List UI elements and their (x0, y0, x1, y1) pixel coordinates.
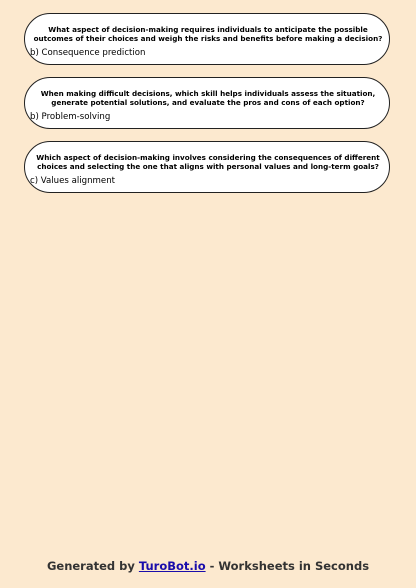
footer-prefix: Generated by (46, 559, 139, 573)
question-card (24, 141, 390, 193)
question-card (24, 77, 390, 129)
question-text (33, 153, 383, 171)
question-card (24, 13, 390, 65)
question-line: What aspect of decision-making requires individuals to anticipate the possible (48, 25, 368, 34)
turobot-link[interactable]: TuroBot.io (138, 559, 206, 573)
question-line: outcomes of their choices and weigh the risks and benefits before making a decision? (33, 34, 383, 43)
answer-text: b) Problem-solving (30, 112, 111, 122)
question-line: generate potential solutions, and evaluate the pros and cons of each option? (51, 98, 365, 107)
footer-suffix: - Worksheets in Seconds (205, 559, 370, 573)
question-line: When making difficult decisions, which skill helps individuals assess the situation, (40, 89, 376, 98)
question-text (33, 25, 383, 43)
footer (0, 559, 416, 573)
question-line: Which aspect of decision-making involves considering the consequences of different (36, 153, 380, 162)
answer-text: c) Values alignment (30, 176, 116, 186)
answer-text: b) Consequence prediction (30, 48, 146, 58)
question-text (33, 89, 383, 107)
question-line: choices and selecting the one that aligns with personal values and long-term goals? (37, 162, 379, 171)
